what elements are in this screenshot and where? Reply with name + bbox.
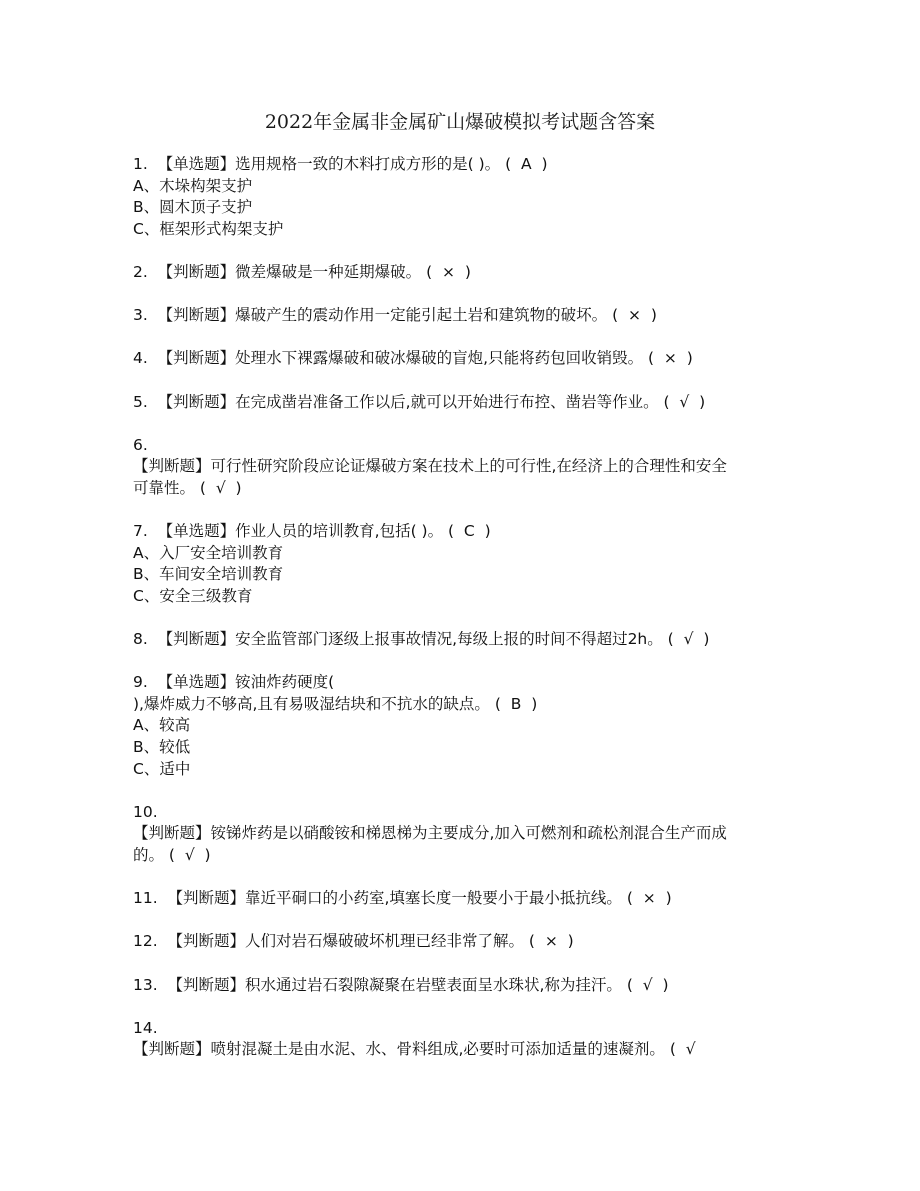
question-stem-continued: 的。 ( √ ) [133, 846, 211, 864]
question-stem: 13. 【判断题】积水通过岩石裂隙凝聚在岩壁表面呈水珠状,称为挂汗。 ( √ ) [133, 975, 669, 994]
question-item [133, 931, 793, 953]
option-a: A、木垛构架支护 [133, 176, 253, 195]
question-stem: 3. 【判断题】爆破产生的震动作用一定能引起土岩和建筑物的破坏。 ( × ) [133, 306, 657, 325]
question-stem: 8. 【判断题】安全监管部门逐级上报事故情况,每级上报的时间不得超过2h。 ( √ ) [133, 630, 710, 649]
question-stem: 12. 【判断题】人们对岩石爆破破坏机理已经非常了解。 ( × ) [133, 932, 574, 951]
question-stem: 4. 【判断题】处理水下裸露爆破和破冰爆破的盲炮,只能将药包回收销毁。 ( × ) [133, 349, 693, 368]
question-stem: 11. 【判断题】靠近平硐口的小药室,填塞长度一般要小于最小抵抗线。 ( × ) [133, 889, 672, 908]
question-stem: 1. 【单选题】选用规格一致的木料打成方形的是( )。 ( A ) [133, 155, 548, 173]
question-item [133, 262, 793, 284]
option-a: A、入厂安全培训教育 [133, 543, 284, 562]
question-item [133, 672, 793, 780]
question-item [133, 305, 793, 327]
question-list [133, 154, 793, 1083]
option-a: A、较高 [133, 716, 191, 735]
option-c: C、安全三级教育 [133, 586, 253, 605]
question-stem: 9. 【单选题】铵油炸药硬度( [133, 673, 335, 692]
option-c: C、适中 [133, 759, 191, 778]
question-stem: 【判断题】可行性研究阶段应论证爆破方案在技术上的可行性,在经济上的合理性和安全 [133, 457, 727, 476]
question-item [133, 888, 793, 910]
question-item [133, 435, 793, 500]
document-title: 2022年金属非金属矿山爆破模拟考试题含答案 [264, 111, 656, 133]
question-stem: 2. 【判断题】微差爆破是一种延期爆破。 ( × ) [133, 262, 471, 281]
question-number: 6. [133, 435, 148, 454]
question-item [133, 521, 793, 607]
question-stem: 【判断题】铵锑炸药是以硝酸铵和梯恩梯为主要成分,加入可燃剂和疏松剂混合生产而成 [133, 824, 727, 843]
option-b: B、较低 [133, 738, 191, 757]
option-b: B、车间安全培训教育 [133, 565, 284, 584]
question-item [133, 1018, 793, 1061]
question-item [133, 392, 793, 414]
question-stem: 5. 【判断题】在完成凿岩准备工作以后,就可以开始进行布控、凿岩等作业。 ( √ ) [133, 392, 706, 411]
question-item [133, 802, 793, 867]
question-item [133, 154, 793, 240]
question-stem: 7. 【单选题】作业人员的培训教育,包括( )。 ( C ) [133, 522, 491, 541]
question-number: 14. [133, 1018, 158, 1037]
question-item [133, 629, 793, 651]
question-stem-continued: ),爆炸威力不够高,且有易吸湿结块和不抗水的缺点。 ( B ) [133, 694, 538, 713]
question-item [133, 348, 793, 370]
question-stem-continued: 可靠性。 ( √ ) [133, 478, 242, 497]
option-c: C、框架形式构架支护 [133, 219, 284, 238]
question-number: 10. [133, 802, 158, 821]
question-item [133, 975, 793, 997]
option-b: B、圆木顶子支护 [133, 198, 253, 217]
question-stem: 【判断题】喷射混凝土是由水泥、水、骨料组成,必要时可添加适量的速凝剂。 ( √ [133, 1040, 696, 1059]
